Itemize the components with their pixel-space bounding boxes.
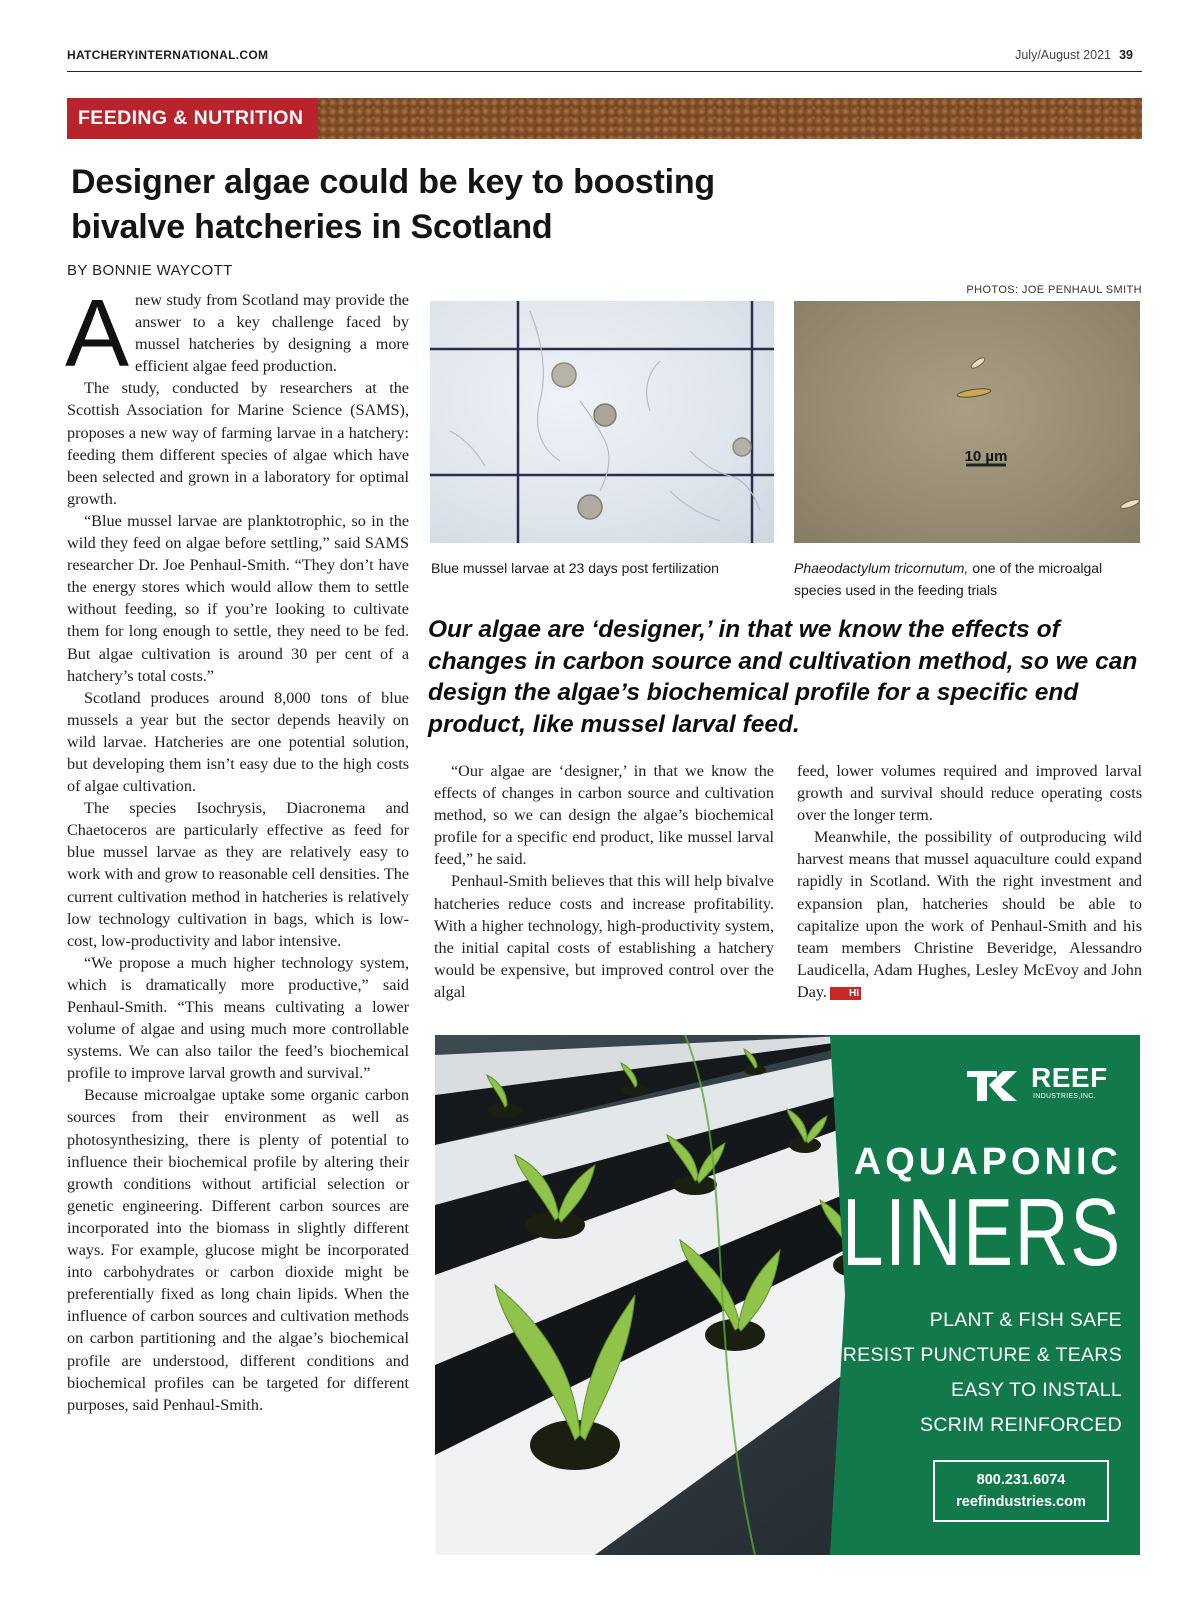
larvae-photo-caption: Blue mussel larvae at 23 days post fertilization	[431, 560, 719, 576]
ad-brand-sub: INDUSTRIES,INC.	[1033, 1093, 1096, 1100]
algae-photo	[794, 301, 1140, 543]
end-mark-badge: HI	[830, 987, 861, 1000]
issue-date: July/August 2021	[1015, 48, 1111, 62]
ad-feature: PLANT & FISH SAFE	[929, 1309, 1122, 1331]
ad-title-line-1: AQUAPONIC	[853, 1141, 1122, 1183]
paragraph: Penhaul-Smith believes that this will help bivalve hatcheries reduce costs and increase profitability. With a higher technology, high-productivity system, the initial capital costs of establishing a hatchery would be expensive, but improved control over the algal	[434, 872, 774, 1001]
paragraph: The species Isochrysis, Diacronema and Chaetoceros are particularly effective as feed for blue mussel larvae as they are relatively easy to work with and grow to reasonable cell densities. The current cultivation method in hatcheries is relatively low technology cultivation in bags, which is low-cost, low-productivity and labor intensive.	[67, 799, 409, 950]
article-headline	[71, 160, 791, 250]
paragraph: Meanwhile, the possibility of outproducing wild harvest means that mussel aquaculture could expand rapidly in Scotland. With the right investment and expansion plan, hatcheries should be able to capitalize upon the work of Penhaul-Smith and his team members Christine Beveridge, Alessandro Laudicella, Adam Hughes, Lesley McEvoy and John Day. HI	[797, 828, 1142, 1001]
ad-feature: EASY TO INSTALL	[950, 1379, 1122, 1401]
paragraph: feed, lower volumes required and improved larval growth and survival should reduce operating costs over the longer term.	[797, 762, 1142, 825]
page-number: 39	[1119, 48, 1133, 62]
paragraph: Scotland produces around 8,000 tons of blue mussels a year but the sector depends heavily on wild larvae. Hatcheries are one potential solution, but developing them isn’t easy due to the high costs of algae cultivation.	[67, 688, 409, 796]
headline-line-2: bivalve hatcheries in Scotland	[71, 208, 553, 246]
paragraph: “We propose a much higher technology system, which is dramatically more productive,” said Penhaul-Smith. “This means cultivating a lower volume of algae and using much more controllable systems. We can also tailor the feed’s biochemical profile to improve larval growth and survival.”	[67, 953, 409, 1083]
ad-contact-box[interactable]	[933, 1460, 1109, 1522]
article-column-1	[65, 280, 409, 1416]
byline: BY BONNIE WAYCOTT	[67, 262, 233, 279]
photo-credit: PHOTOS: JOE PENHAUL SMITH	[966, 284, 1142, 296]
paragraph: Anew study from Scotland may provide the answer to a key challenge faced by mussel hatcheries by designing a more efficient algae feed production.	[65, 280, 409, 387]
section-label: FEEDING & NUTRITION	[67, 98, 318, 139]
article-column-3	[797, 760, 1142, 1003]
ad-website-link[interactable]: reefindustries.com	[956, 1494, 1086, 1510]
ad-feature: RESIST PUNCTURE & TEARS	[842, 1344, 1122, 1366]
paragraph: Because microalgae uptake some organic carbon sources from their environment as well as photosynthesizing, there is plenty of potential to influence their biochemical profile by altering their growth conditions without artificial selection or genetic engineering. Different carbon sources are incorporated into the biomass in slightly different ways. For example, glucose might be incorporated into carbohydrates or carbon dioxide might be preferentially fixed as long chain lipids. When the influence of carbon sources and cultivation methods on carbon partitioning and the algae’s biochemical profile are understood, different conditions and biochemical profiles can be targeted for different purposes, said Penhaul-Smith.	[67, 1086, 409, 1414]
headline-line-1: Designer algae could be key to boosting	[71, 163, 715, 201]
scale-bar-label: 10 µm	[964, 448, 1008, 465]
ad-title-line-2: LINERS	[842, 1179, 1122, 1286]
paragraph: The study, conducted by researchers at the Scottish Association for Marine Science (SAMS), proposes a new way of farming larvae in a hatchery: feeding them different species of algae which have been selected and grown in a laboratory for optimal growth.	[67, 379, 409, 508]
article-column-2	[434, 760, 774, 1003]
species-name: Phaeodactylum tricornutum,	[794, 560, 969, 576]
pull-quote: Our algae are ‘designer,’ in that we know the effects of changes in carbon source and cultivation method, so we can design the algae’s biochemical profile for a specific end product, like mussel larval feed.	[428, 616, 1138, 738]
algae-photo-graphic	[794, 301, 1140, 543]
drop-cap: A	[65, 280, 130, 387]
ad-feature-list	[843, 1303, 1122, 1443]
advertisement-reef-industries[interactable]	[435, 1035, 1140, 1555]
paragraph: “Our algae are ‘designer,’ in that we know the effects of changes in carbon source and cultivation method, so we can design the algae’s biochemical profile for a specific end product, like mussel larval feed,” he said.	[434, 762, 774, 869]
larvae-photo	[430, 301, 774, 543]
larvae-photo-graphic	[430, 301, 774, 543]
paragraph: “Blue mussel larvae are planktotrophic, so in the wild they feed on algae before settling,” said SAMS researcher Dr. Joe Penhaul-Smith. “They don’t have the energy stores which would allow them to settle without feeding, so if you’re looking to cultivate them for long enough to settle, they need to be fed. But algae cultivation is around 30 per cent of a hatchery’s total costs.”	[67, 511, 409, 685]
header-rule	[67, 71, 1142, 72]
section-banner	[67, 98, 1142, 139]
site-name: HATCHERYINTERNATIONAL.COM	[67, 48, 269, 62]
ad-brand-name: REEF	[1031, 1062, 1108, 1093]
ad-feature: SCRIM REINFORCED	[920, 1414, 1122, 1436]
algae-photo-caption: Phaeodactylum tricornutum, one of the microalgal species used in the feeding trials	[794, 560, 1103, 598]
ad-phone[interactable]: 800.231.6074	[976, 1472, 1066, 1488]
